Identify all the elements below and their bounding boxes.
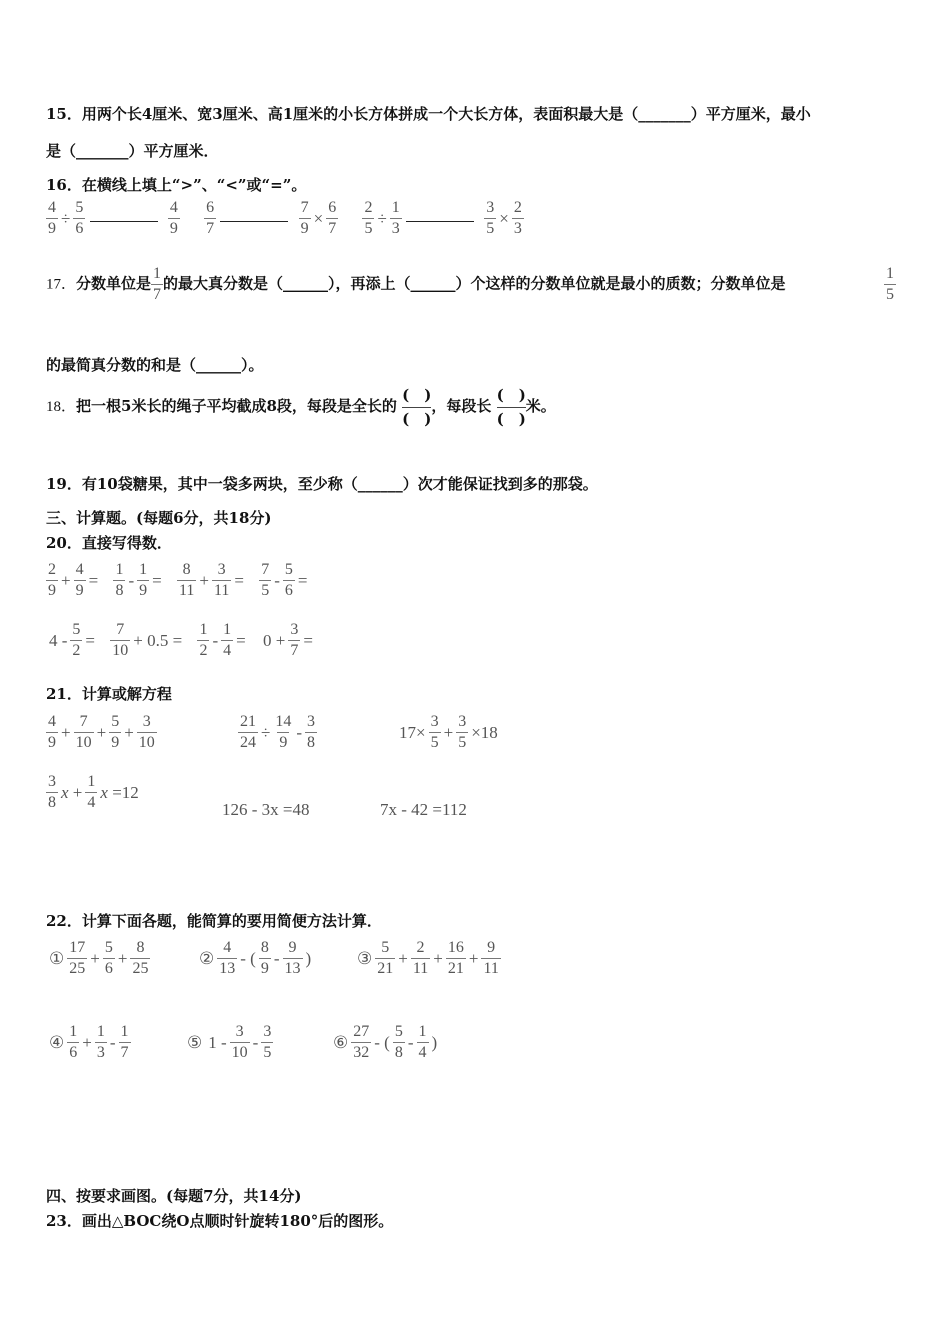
q21-expr-1: $\frac{4}{9}$ + $\frac{7}{10}$ + $\frac{5}{9}$ + $\frac{3}{10}$ bbox=[48, 713, 155, 751]
q21-eq-1: $\frac{3}{8}$ x + $\frac{1}{4}$ x =12 bbox=[48, 773, 139, 811]
q20-row-1: $\frac{2}{9}$ + $\frac{4}{9}$ = $\frac{1}{8}$ - $\frac{1}{9}$ = $\frac{8}{11}$ + $\frac{3}{11}$ = $\frac{7}{5}$ - $\frac{5}{6}$ = bbox=[48, 561, 308, 599]
q21-expr-2: $\frac{21}{24}$ ÷ $\frac{14}{9}$ - $\frac{3}{8}$ bbox=[240, 713, 316, 751]
q16-title: 16．在横线上填上“>”、“<”或“=”。 bbox=[46, 176, 307, 194]
q17-fraction-one-fifth: $\frac{1}{5}$ bbox=[886, 265, 894, 303]
q21-expr-3: 17× $\frac{3}{5}$ + $\frac{3}{5}$ ×18 bbox=[399, 713, 498, 751]
q22-expr-3: ③ $\frac{5}{21}$ + $\frac{2}{11}$ + $\frac{16}{21}$ + $\frac{9}{11}$ bbox=[357, 939, 499, 977]
q18-line: 18．把一根5米长的绳子平均截成8段，每段是全长的 ( ) ( ) ，每段长 ( ) ( ) 米。 bbox=[46, 386, 556, 428]
q22-expr-1: ① $\frac{17}{25}$ + $\frac{5}{6}$ + $\frac{8}{25}$ bbox=[49, 939, 149, 977]
answer-blank[interactable] bbox=[90, 207, 158, 222]
q22-title: 22．计算下面各题，能简算的要用简便方法计算． bbox=[46, 912, 382, 930]
section-4-title: 四、按要求画图。(每题7分，共14分) bbox=[46, 1187, 302, 1205]
q21-eq-3: 7x - 42 =112 bbox=[380, 800, 467, 819]
q23-text: 23．画出△BOC绕O点顺时针旋转180°后的图形。 bbox=[46, 1212, 394, 1230]
q20-row-2: 4 - $\frac{5}{2}$ = $\frac{7}{10}$ + 0.5 = $\frac{1}{2}$ - $\frac{1}{4}$ = 0 + $\frac{3}{7}$ = bbox=[49, 621, 313, 659]
q17-line2: 的最简真分数的和是（______）。 bbox=[46, 356, 264, 374]
q20-title: 20．直接写得数． bbox=[46, 534, 172, 552]
answer-blank[interactable] bbox=[406, 207, 474, 222]
q22-expr-6: ⑥ $\frac{27}{32}$ - ( $\frac{5}{8}$ - $\frac{1}{4}$ ) bbox=[333, 1023, 438, 1061]
answer-blank[interactable] bbox=[220, 207, 288, 222]
q21-title: 21．计算或解方程 bbox=[46, 685, 172, 703]
q15-line2: 是（_______）平方厘米． bbox=[46, 142, 219, 160]
q21-eq-2: 126 - 3x =48 bbox=[222, 800, 310, 819]
q15-line1: 15．用两个长4厘米、宽3厘米、高1厘米的小长方体拼成一个大长方体，表面积最大是（_______）平方厘米，最小 bbox=[46, 105, 811, 123]
q22-expr-4: ④ $\frac{1}{6}$ + $\frac{1}{3}$ - $\frac{1}{7}$ bbox=[49, 1023, 129, 1061]
q22-expr-2: ② $\frac{4}{13}$ - ( $\frac{8}{9}$ - $\frac{9}{13}$ ) bbox=[199, 939, 312, 977]
q16-comparisons: $\frac{4}{9}$ ÷ $\frac{5}{6}$ $\frac{4}{9}$ $\frac{6}{7}$ $\frac{7}{9}$ × $\frac{6}{7}$ $\frac{2}{5}$ ÷ $\frac{1}{3}$ $\frac{3}{5}$ × $\frac{2}{3}$ bbox=[48, 199, 522, 237]
q22-expr-5: ⑤ 1 - $\frac{3}{10}$ - $\frac{3}{5}$ bbox=[187, 1023, 272, 1061]
q17-line1: 17．分数单位是 $\frac{1}{7}$ 的最大真分数是（______），再添上（______）个这样的分数单位就是最小的质数；分数单位是 bbox=[46, 265, 786, 303]
q19-text: 19．有10袋糖果，其中一袋多两块，至少称（______）次才能保证找到多的那袋。 bbox=[46, 475, 598, 493]
section-3-title: 三、计算题。(每题6分，共18分) bbox=[46, 509, 272, 527]
